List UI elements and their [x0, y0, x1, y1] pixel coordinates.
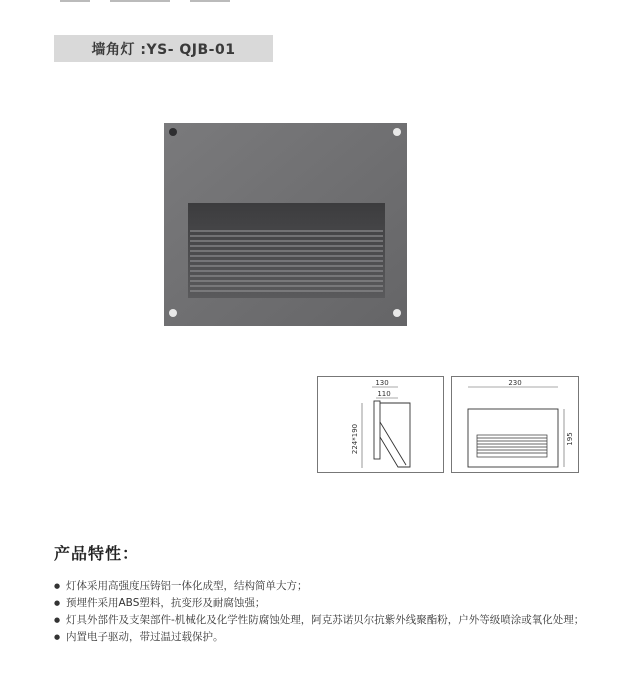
dim-front-width: 230: [508, 379, 522, 387]
dim-front-height: 195: [566, 432, 574, 446]
screw-hole-top-right: [393, 128, 401, 136]
product-title: 墙角灯 :YS- QJB-01: [91, 41, 236, 58]
feature-item: ● 灯具外部件及支架部件-机械化及化学性防腐蚀处理，阿克苏诺贝尔抗紫外线聚酯粉，户外等级喷涂或氧化处理；: [54, 612, 594, 629]
side-view-drawing: [317, 376, 444, 473]
features-heading: 产品特性：: [54, 544, 140, 563]
top-edge-marks: [60, 0, 260, 4]
feature-list: [54, 578, 594, 646]
recessed-wall-light-photo: [164, 123, 407, 326]
dim-height: 224*190: [351, 423, 359, 455]
screw-hole-bottom-right: [393, 309, 401, 317]
dim-inner-width: 110: [377, 390, 391, 398]
front-louver: [477, 435, 547, 457]
dim-outer-width: 130: [375, 379, 389, 387]
screw-hole-bottom-left: [169, 309, 177, 317]
feature-item: ● 预埋件采用ABS塑料，抗变形及耐腐蚀强；: [54, 595, 594, 612]
screw-hole-top-left: [169, 128, 177, 136]
feature-item: ● 灯体采用高强度压铸铝一体化成型，结构简单大方；: [54, 578, 594, 595]
product-title-bar: [54, 35, 273, 62]
feature-item: ● 内置电子驱动，带过温过载保护。: [54, 629, 594, 646]
front-view-drawing: [451, 376, 579, 473]
side-profile: [374, 401, 410, 467]
